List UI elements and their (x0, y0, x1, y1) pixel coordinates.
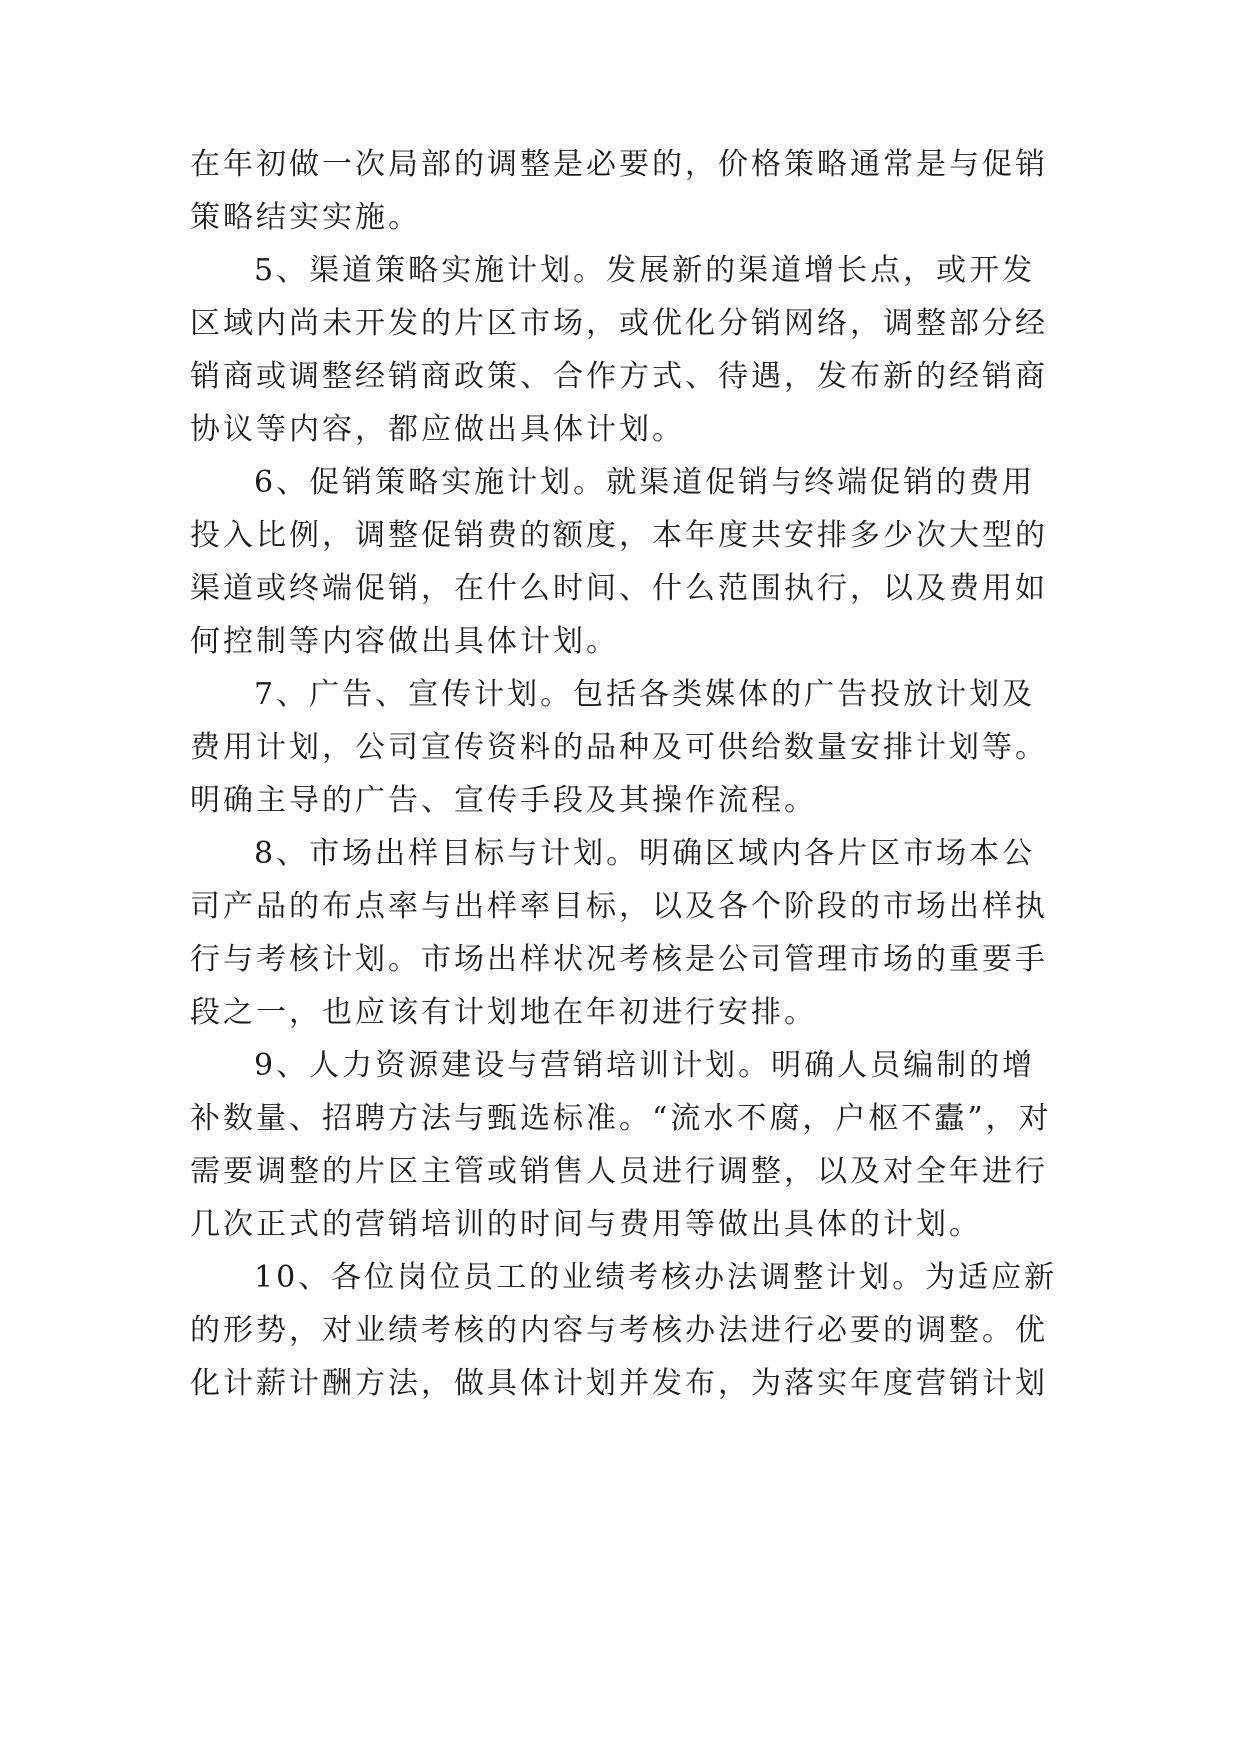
text-line: 在年初做一次局部的调整是必要的，价格策略通常是与促销 (190, 147, 1048, 182)
text-line: 化计薪计酬方法，做具体计划并发布，为落实年度营销计划 (190, 1366, 1048, 1401)
text-line: 渠道或终端促销，在什么时间、什么范围执行，以及费用如 (190, 571, 1048, 606)
paragraph-pricing-continuation (190, 138, 1090, 244)
text-line: 段之一，也应该有计划地在年初进行安排。 (190, 995, 817, 1030)
text-line: 投入比例，调整促销费的额度，本年度共安排多少次大型的 (190, 518, 1048, 553)
text-line: 费用计划，公司宣传资料的品种及可供给数量安排计划等。 (190, 730, 1048, 765)
text-line: 司产品的布点率与出样率目标，以及各个阶段的市场出样执 (190, 889, 1048, 924)
text-line: 补数量、招聘方法与甄选标准。“流水不腐，户枢不蠹”，对 (190, 1101, 1052, 1136)
document-body (190, 138, 1090, 1410)
text-line: 何控制等内容做出具体计划。 (190, 624, 619, 659)
text-line: 几次正式的营销培训的时间与费用等做出具体的计划。 (190, 1207, 982, 1242)
text-line: 10、各位岗位员工的业绩考核办法调整计划。为适应新 (254, 1260, 1058, 1295)
paragraph-display-plan (190, 827, 1090, 1039)
text-line: 需要调整的片区主管或销售人员进行调整，以及对全年进行 (190, 1154, 1048, 1189)
text-line: 行与考核计划。市场出样状况考核是公司管理市场的重要手 (190, 942, 1048, 977)
text-line: 7、广告、宣传计划。包括各类媒体的广告投放计划及 (254, 677, 1036, 712)
paragraph-advertising-plan (190, 668, 1090, 827)
text-line: 8、市场出样目标与计划。明确区域内各片区市场本公 (254, 836, 1036, 871)
text-line: 9、人力资源建设与营销培训计划。明确人员编制的增 (254, 1048, 1036, 1083)
text-line: 5、渠道策略实施计划。发展新的渠道增长点，或开发 (254, 253, 1036, 288)
paragraph-training-plan (190, 1039, 1090, 1251)
text-line: 策略结实实施。 (190, 200, 421, 235)
text-line: 协议等内容，都应做出具体计划。 (190, 412, 685, 447)
paragraph-performance-plan (190, 1251, 1090, 1410)
text-line: 明确主导的广告、宣传手段及其操作流程。 (190, 783, 817, 818)
text-line: 销商或调整经销商政策、合作方式、待遇，发布新的经销商 (190, 359, 1048, 394)
paragraph-channel-plan (190, 244, 1090, 456)
text-line: 6、促销策略实施计划。就渠道促销与终端促销的费用 (254, 465, 1036, 500)
paragraph-promotion-plan (190, 456, 1090, 668)
text-line: 的形势，对业绩考核的内容与考核办法进行必要的调整。优 (190, 1313, 1048, 1348)
text-line: 区域内尚未开发的片区市场，或优化分销网络，调整部分经 (190, 306, 1048, 341)
